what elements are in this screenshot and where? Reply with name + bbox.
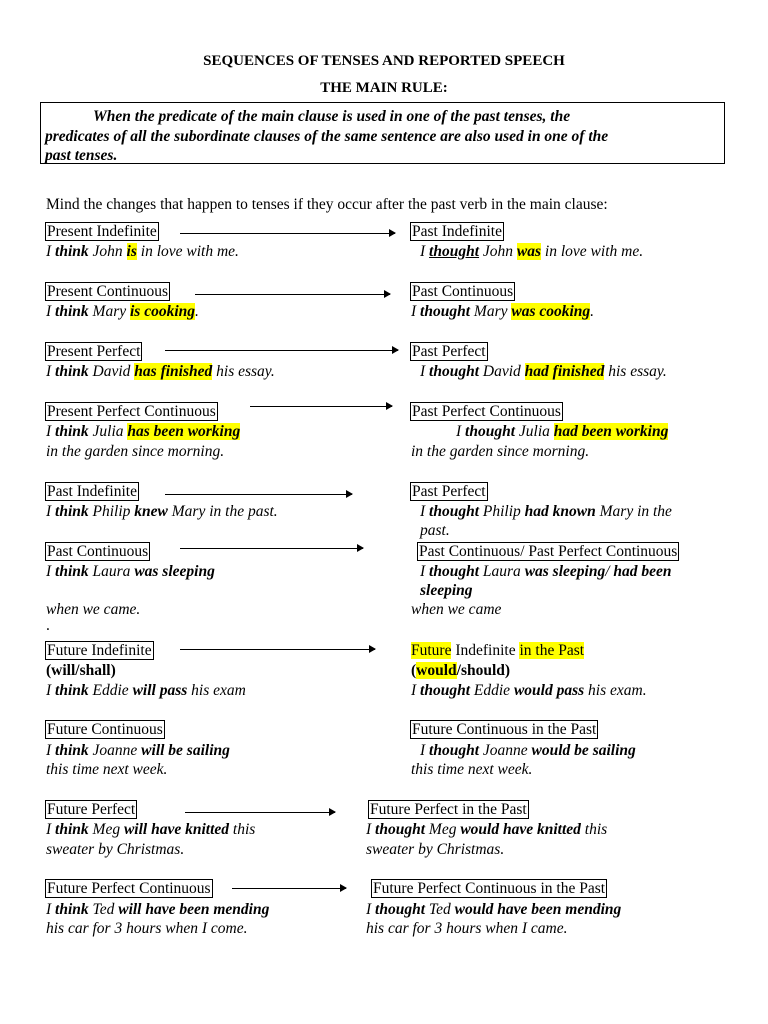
rule-line-2: predicates of all the subordinate clauses of the same sentence are also used in one of the xyxy=(45,127,609,145)
example-future-perfect-in-past: I thought Meg would have knitted this xyxy=(366,821,608,838)
example-present-perfect-continuous: I think Julia has been working xyxy=(46,423,241,440)
example-past-continuous-right-line3: when we came xyxy=(411,601,502,618)
tense-label-past-continuous: Past Continuous xyxy=(412,283,514,300)
example-future-indefinite-in-past: I thought Eddie would pass his exam. xyxy=(411,682,647,699)
example-present-perfect-continuous-line2: in the garden since morning. xyxy=(46,443,225,460)
tense-label-present-continuous: Present Continuous xyxy=(47,283,168,300)
example-past-perfect-continuous-line2: in the garden since morning. xyxy=(411,443,590,460)
example-past-continuous-right-line2: sleeping xyxy=(420,582,473,599)
tense-label-present-perfect: Present Perfect xyxy=(47,343,141,360)
tense-label-past-continuous-left: Past Continuous xyxy=(47,543,149,560)
example-past-perfect-right-line2: past. xyxy=(420,522,450,539)
example-future-perfect-continuous-in-past-line2: his car for 3 hours when I came. xyxy=(366,920,568,937)
modal-will-shall: (will/shall) xyxy=(46,662,116,679)
intro-text: Mind the changes that happen to tenses if they occur after the past verb in the main clause: xyxy=(46,196,608,213)
tense-label-future-perfect-continuous-in-past: Future Perfect Continuous in the Past xyxy=(373,880,606,897)
document-subtitle: THE MAIN RULE: xyxy=(320,80,448,96)
example-future-continuous-in-past: I thought Joanne would be sailing xyxy=(420,742,636,759)
example-past-continuous: I thought Mary was cooking. xyxy=(411,303,595,320)
example-future-perfect-in-past-line2: sweater by Christmas. xyxy=(366,841,505,858)
arrow-6 xyxy=(180,548,363,549)
example-future-continuous-line2: this time next week. xyxy=(46,761,168,778)
example-past-continuous-left-line2: when we came. xyxy=(46,601,141,618)
rule-line-3: past tenses. xyxy=(45,147,118,164)
example-future-perfect-continuous: I think Ted will have been mending xyxy=(46,901,270,918)
arrow-5 xyxy=(165,494,352,495)
arrow-3 xyxy=(165,350,398,351)
example-future-indefinite: I think Eddie will pass his exam xyxy=(46,682,246,699)
tense-label-past-perfect-continuous: Past Perfect Continuous xyxy=(412,403,561,420)
tense-label-past-perfect: Past Perfect xyxy=(412,343,486,360)
example-past-perfect: I thought David had finished his essay. xyxy=(420,363,667,380)
tense-label-past-perfect-right: Past Perfect xyxy=(412,483,486,500)
example-past-continuous-right: I thought Laura was sleeping/ had been xyxy=(420,563,672,580)
arrow-1 xyxy=(180,233,395,234)
arrow-9 xyxy=(185,812,335,813)
tense-label-past-indefinite-left: Past Indefinite xyxy=(47,483,137,500)
tense-label-future-perfect: Future Perfect xyxy=(47,801,136,818)
document-title: SEQUENCES OF TENSES AND REPORTED SPEECH xyxy=(203,53,565,69)
tense-label-present-indefinite: Present Indefinite xyxy=(47,223,157,240)
tense-label-future-continuous-in-past: Future Continuous in the Past xyxy=(412,721,597,738)
example-past-indefinite: I thought John was in love with me. xyxy=(420,243,644,260)
main-rule-box xyxy=(40,102,725,164)
example-future-perfect-line2: sweater by Christmas. xyxy=(46,841,185,858)
example-present-perfect: I think David has finished his essay. xyxy=(46,363,275,380)
arrow-10 xyxy=(232,888,346,889)
example-future-continuous: I think Joanne will be sailing xyxy=(46,742,230,759)
rule-line-1: When the predicate of the main clause is used in one of the past tenses, the xyxy=(93,108,571,125)
example-future-continuous-in-past-line2: this time next week. xyxy=(411,761,533,778)
tense-label-future-indefinite: Future Indefinite xyxy=(47,642,152,659)
tense-label-past-indefinite: Past Indefinite xyxy=(412,223,502,240)
arrow-2 xyxy=(195,294,390,295)
tense-label-future-perfect-continuous: Future Perfect Continuous xyxy=(47,880,211,897)
tense-label-future-continuous: Future Continuous xyxy=(47,721,163,738)
stray-dot: . xyxy=(46,617,50,634)
modal-would-should: (would/should) xyxy=(411,662,511,679)
example-past-perfect-continuous: I thought Julia had been working xyxy=(456,423,669,440)
tense-label-past-continuous-perfect-continuous: Past Continuous/ Past Perfect Continuous xyxy=(419,543,678,560)
example-past-continuous-left: I think Laura was sleeping xyxy=(46,563,215,580)
example-past-perfect-right: I thought Philip had known Mary in the xyxy=(420,503,672,520)
arrow-4 xyxy=(250,406,392,407)
arrow-7 xyxy=(180,649,375,650)
example-past-indefinite-left: I think Philip knew Mary in the past. xyxy=(46,503,278,520)
example-present-indefinite: I think John is in love with me. xyxy=(46,243,239,260)
tense-label-future-perfect-in-past: Future Perfect in the Past xyxy=(370,801,527,818)
example-future-perfect: I think Meg will have knitted this xyxy=(46,821,256,838)
tense-label-future-indefinite-in-past: Future Indefinite in the Past xyxy=(411,642,585,659)
example-future-perfect-continuous-line2: his car for 3 hours when I come. xyxy=(46,920,248,937)
example-present-continuous: I think Mary is cooking. xyxy=(46,303,199,320)
example-future-perfect-continuous-in-past: I thought Ted would have been mending xyxy=(366,901,622,918)
tense-label-present-perfect-continuous: Present Perfect Continuous xyxy=(47,403,216,420)
